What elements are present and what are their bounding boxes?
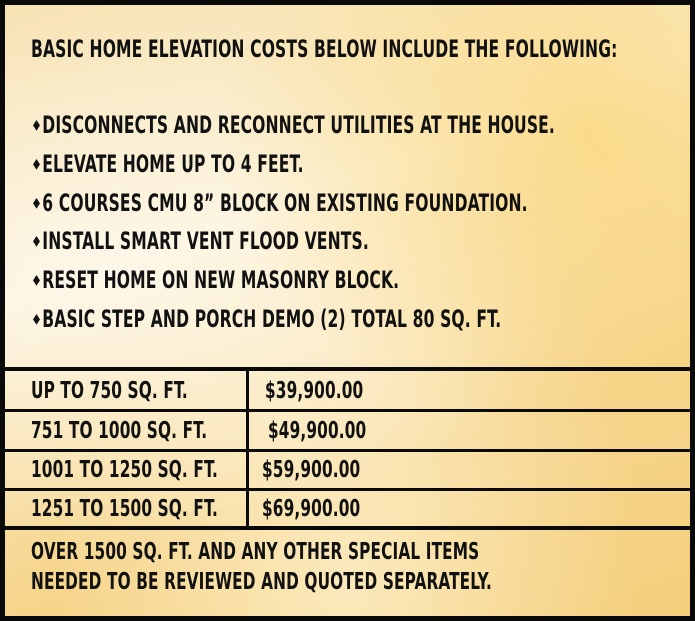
diamond-bullet-icon: ◆ bbox=[33, 155, 41, 172]
intro-heading: BASIC HOME ELEVATION COSTS BELOW INCLUDE THE FOLLOWING: bbox=[31, 35, 618, 63]
diamond-bullet-icon: ◆ bbox=[33, 194, 41, 211]
price-cell: $39,900.00 bbox=[265, 378, 364, 404]
diamond-bullet-icon: ◆ bbox=[33, 310, 41, 327]
footer-note bbox=[31, 537, 492, 597]
list-item: ◆INSTALL SMART VENT FLOOD VENTS. bbox=[33, 227, 369, 256]
size-range-cell: UP TO 750 SQ. FT. bbox=[31, 378, 188, 404]
price-cell: $69,900.00 bbox=[262, 496, 361, 522]
included-items-list bbox=[33, 111, 695, 344]
diamond-bullet-icon: ◆ bbox=[33, 272, 41, 289]
column-divider bbox=[246, 367, 249, 530]
size-range-cell: 751 TO 1000 SQ. FT. bbox=[31, 418, 208, 444]
diamond-bullet-icon: ◆ bbox=[33, 233, 41, 250]
row-divider bbox=[5, 488, 690, 491]
size-range-cell: 1001 TO 1250 SQ. FT. bbox=[31, 457, 218, 483]
list-item: ◆RESET HOME ON NEW MASONRY BLOCK. bbox=[33, 266, 400, 295]
list-item: ◆DISCONNECTS AND RECONNECT UTILITIES AT THE HOUSE. bbox=[33, 111, 555, 139]
table-bottom-divider bbox=[5, 526, 690, 530]
table-top-divider bbox=[5, 367, 690, 371]
list-item: ◆BASIC STEP AND PORCH DEMO (2) TOTAL 80 SQ. FT. bbox=[33, 304, 502, 333]
footer-line: OVER 1500 SQ. FT. AND ANY OTHER SPECIAL ITEMS bbox=[31, 539, 480, 565]
list-item: ◆ELEVATE HOME UP TO 4 FEET. bbox=[33, 149, 304, 178]
price-cell: $59,900.00 bbox=[262, 457, 361, 483]
price-cell: $49,900.00 bbox=[268, 418, 367, 444]
row-divider bbox=[5, 449, 690, 452]
list-item: ◆6 COURSES CMU 8” BLOCK ON EXISTING FOUNDATION. bbox=[33, 188, 528, 217]
row-divider bbox=[5, 409, 690, 412]
size-range-cell: 1251 TO 1500 SQ. FT. bbox=[31, 496, 218, 522]
footer-line: NEEDED TO BE REVIEWED AND QUOTED SEPARATELY. bbox=[31, 569, 492, 595]
diamond-bullet-icon: ◆ bbox=[33, 117, 41, 133]
